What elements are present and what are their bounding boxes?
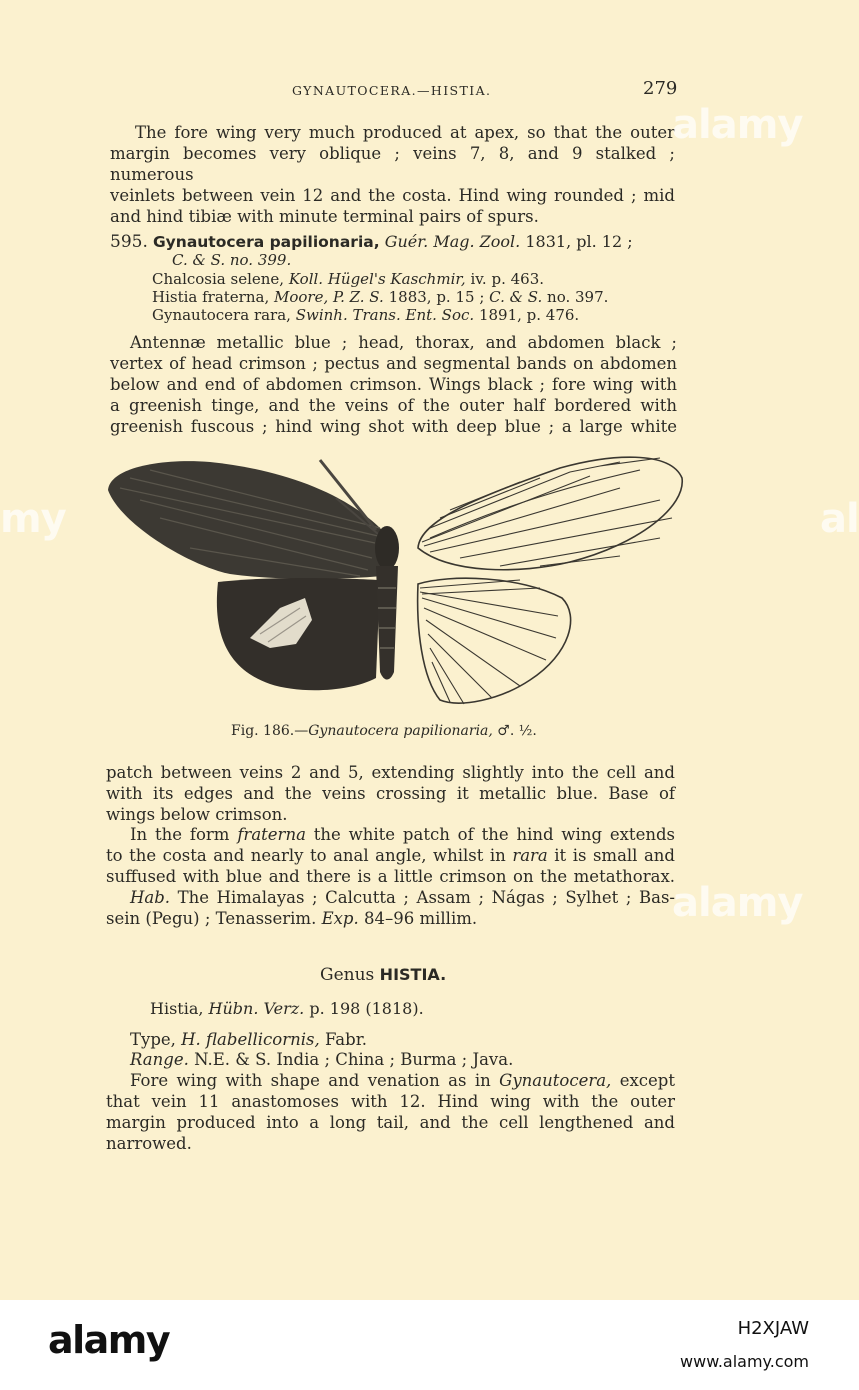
- synonym-source: C. & S.: [489, 288, 543, 306]
- synonym-name: Gynautocera rara,: [152, 306, 291, 324]
- genus-prefix: Genus: [320, 965, 375, 985]
- form-line: [106, 845, 675, 866]
- right-hindwing-outline: [418, 578, 571, 704]
- form-paragraph: [106, 824, 675, 887]
- genus-range-line: [130, 1049, 513, 1070]
- synonym-source: Moore, P. Z. S.: [274, 288, 384, 306]
- intro-line: The fore wing very much produced at apex, so that the outer: [135, 123, 675, 142]
- genus-type-line: [130, 1029, 367, 1050]
- figure-caption: [231, 723, 537, 739]
- type-species: H. flabellicornis,: [181, 1030, 320, 1049]
- page-header: [0, 80, 859, 102]
- form-line: [106, 824, 675, 845]
- form-line: suffused with blue and there is a little crimson on the metathorax.: [106, 867, 675, 886]
- genus-ref-name: Histia,: [150, 999, 204, 1018]
- form-text: In the form: [130, 825, 230, 844]
- genus-desc-name: Gynautocera,: [499, 1071, 612, 1090]
- image-id: H2XJAW: [737, 1318, 809, 1339]
- range-value: N.E. & S. India ; China ; Burma ; Java.: [194, 1050, 514, 1069]
- synonym-ref: 1891, p. 476.: [478, 306, 580, 324]
- watermark-logo: alamy: [672, 102, 803, 148]
- desc-line: a greenish tinge, and the veins of the outer half bordered with: [110, 396, 677, 415]
- left-hindwing-dark: [217, 578, 380, 690]
- form-name: rara: [512, 846, 548, 865]
- genus-desc-text: except: [619, 1071, 676, 1090]
- form-text: to the costa and nearly to anal angle, whilst in: [106, 846, 506, 865]
- desc-line: vertex of head crimson ; pectus and segmental bands on abdomen: [110, 354, 677, 373]
- after-fig-line: patch between veins 2 and 5, extending slightly into the cell and: [106, 763, 675, 782]
- watermark-logo: al: [820, 496, 859, 542]
- caption-suffix: ♂. ½.: [497, 723, 537, 739]
- synonym-ref: iv. p. 463.: [470, 270, 545, 288]
- synonym-name: Chalcosia selene,: [152, 270, 285, 288]
- watermark-logo: my: [0, 496, 66, 542]
- description-paragraph: [110, 332, 677, 437]
- habitat-paragraph: [106, 887, 675, 929]
- genus-reference: [150, 1000, 424, 1017]
- synonym-ref: no. 397.: [547, 288, 609, 306]
- caption-prefix: Fig. 186.—: [231, 723, 309, 739]
- desc-line: greenish fuscous ; hind wing shot with deep blue ; a large white: [110, 417, 677, 436]
- range-label: Range.: [130, 1050, 189, 1069]
- habitat-text: The Himalayas ; Calcutta ; Assam ; Nágas ; Sylhet ; Bas-: [177, 888, 676, 907]
- synonym-line: [152, 289, 608, 306]
- type-author: Fabr.: [324, 1030, 368, 1049]
- site-url[interactable]: www.alamy.com: [680, 1352, 809, 1371]
- habitat-line: [106, 908, 675, 929]
- species-ref: C. & S. no. 399.: [172, 251, 292, 269]
- synonym-source: Koll. Hügel's Kaschmir,: [288, 270, 466, 288]
- genus-desc-line: that vein 11 anastomoses with 12. Hind wing with the outer: [106, 1092, 675, 1111]
- genus-heading: [320, 965, 446, 985]
- habitat-line: [106, 887, 675, 908]
- caption-species: Gynautocera papilionaria,: [308, 723, 493, 739]
- right-forewing-outline: [418, 457, 682, 570]
- genus-description: [106, 1070, 675, 1154]
- habitat-text: sein (Pegu) ; Tenasserim.: [106, 909, 317, 928]
- brand-logo: alamy: [48, 1318, 170, 1362]
- after-figure-paragraph: [106, 762, 675, 825]
- synonym-line: [152, 271, 544, 288]
- intro-paragraph: [110, 122, 675, 227]
- form-text: it is small and: [554, 846, 675, 865]
- species-name: Gynautocera papilionaria,: [152, 233, 380, 251]
- species-number: 595.: [110, 232, 148, 252]
- after-fig-line: wings below crimson.: [106, 805, 288, 824]
- genus-desc-line: [106, 1070, 675, 1091]
- species-ref-line: [172, 252, 291, 269]
- moth-figure: [100, 448, 690, 716]
- species-authority: Guér. Mag. Zool.: [384, 232, 521, 251]
- genus-name: HISTIA.: [379, 965, 447, 984]
- genus-ref-page: p. 198 (1818).: [309, 999, 424, 1018]
- form-text: the white patch of the hind wing extends: [313, 825, 675, 844]
- synonym-name: Histia fraterna,: [152, 288, 270, 306]
- form-name: fraterna: [237, 825, 306, 844]
- after-fig-line: with its edges and the veins crossing it metallic blue. Base of: [106, 784, 675, 803]
- running-title: GYNAUTOCERA.—HISTIA.: [292, 83, 492, 98]
- desc-line: Antennæ metallic blue ; head, thorax, and abdomen black ;: [130, 333, 677, 352]
- stock-footer: [0, 1300, 859, 1390]
- synonym-source: Swinh. Trans. Ent. Soc.: [295, 306, 475, 324]
- left-forewing-dark: [108, 461, 382, 579]
- species-citation: 1831, pl. 12 ;: [525, 232, 633, 251]
- intro-line: and hind tibiæ with minute terminal pairs of spurs.: [110, 207, 539, 226]
- expanse-label: Exp.: [321, 909, 359, 928]
- intro-line: veinlets between vein 12 and the costa. Hind wing rounded ; mid: [110, 186, 675, 205]
- genus-desc-line: narrowed.: [106, 1134, 192, 1153]
- watermark-logo: alamy: [672, 880, 803, 926]
- genus-ref-source: Hübn. Verz.: [208, 999, 305, 1018]
- synonym-ref: 1883, p. 15 ;: [388, 288, 485, 306]
- type-label: Type,: [130, 1030, 176, 1049]
- genus-desc-line: margin produced into a long tail, and the cell lengthened and: [106, 1113, 675, 1132]
- expanse-value: 84–96 millim.: [364, 909, 478, 928]
- page-number: 279: [643, 78, 678, 99]
- desc-line: below and end of abdomen crimson. Wings black ; fore wing with: [110, 375, 677, 394]
- habitat-label: Hab.: [130, 888, 171, 907]
- intro-line: margin becomes very oblique ; veins 7, 8, and 9 stalked ; numerous: [110, 144, 675, 184]
- species-heading: [110, 233, 680, 251]
- synonym-line: [152, 307, 579, 324]
- genus-desc-text: Fore wing with shape and venation as in: [130, 1071, 491, 1090]
